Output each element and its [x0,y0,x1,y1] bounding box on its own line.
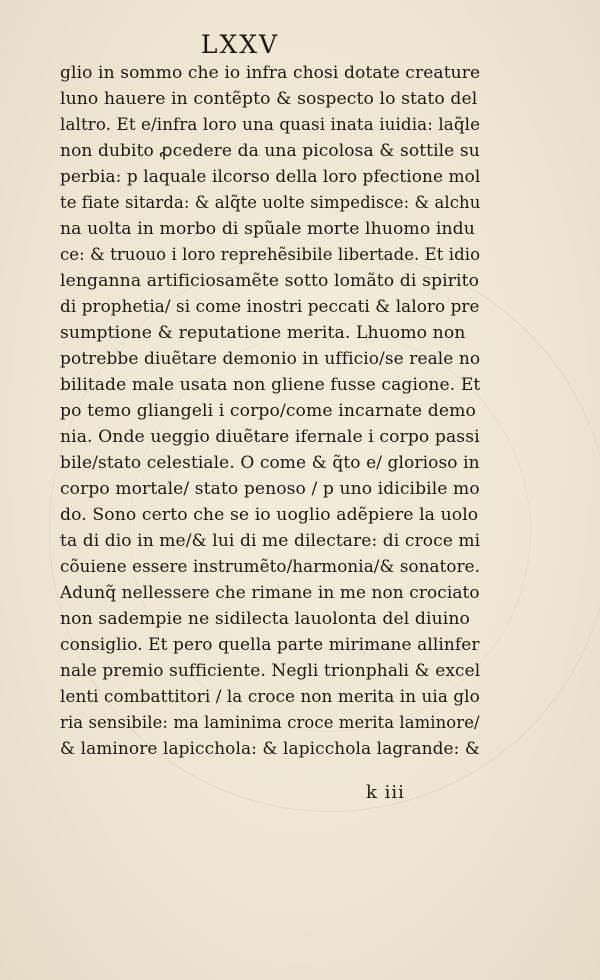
text-line: bile/stato celestiale. O come & q̃to e/ glorioso in [60,453,480,473]
text-line: & laminore lapicchola: & lapicchola lagrande: & [60,739,481,759]
text-line: perbia: p laquale ilcorso della loro pfectione mol [60,167,481,187]
text-line: ce: & truouo i loro reprehẽsibile libertade. Et idio [60,245,481,265]
text-line: bilitade male usata non gliene fusse cagione. Et [60,375,481,395]
text-line: sumptione & reputatione merita. Lhuomo non [60,323,466,343]
text-line: Adunq̃ nellessere che rimane in me non crociato [60,583,480,603]
text-line: lenti combattitori / la croce non merita in uia glo [60,687,480,707]
text-line: ria sensibile: ma laminima croce merita laminore/ [60,713,480,733]
text-line: di prophetia/ si come inostri peccati & laloro pre [60,297,480,317]
text-block [60,60,480,762]
text-line: consiglio. Et pero quella parte mirimane allinfer [60,635,480,655]
text-line: ta di dio in me/& lui di me dilectare: di croce mi [60,531,481,551]
text-line: po temo gliangeli i corpo/come incarnate demo [60,401,476,421]
text-line: nia. Onde ueggio diuẽtare ifernale i corpo passi [60,427,480,447]
text-line: non sadempie ne sidilecta lauolonta del diuino [60,609,470,629]
text-line: cõuiene essere instrumẽto/harmonia/& sonatore. [60,557,481,577]
text-line: laltro. Et e/infra loro una quasi inata iuidia: laq̃le [60,115,481,135]
text-line: potrebbe diuẽtare demonio in ufficio/se reale no [60,349,481,369]
text-line: non dubito ꝓcedere da una picolosa & sottile su [60,141,480,161]
text-line: te fiate sitarda: & alq̃te uolte simpedisce: & alchu [60,193,481,213]
folio-number: LXXV [200,30,280,59]
text-line: corpo mortale/ stato penoso / p uno idicibile mo [60,479,480,499]
text-line: lenganna artificiosamẽte sotto lomãto di spirito [60,271,480,291]
text-line: nale premio sufficiente. Negli trionphali & excel [60,661,481,681]
signature-mark: k iii [366,782,405,803]
text-line: na uolta in morbo di spũale morte lhuomo indu [60,219,475,239]
text-line: luno hauere in contẽpto & sospecto lo stato del [60,89,478,109]
text-line: glio in sommo che io infra chosi dotate creature [60,63,481,83]
text-line: do. Sono certo che se io uoglio adẽpiere la uolo [60,505,479,525]
